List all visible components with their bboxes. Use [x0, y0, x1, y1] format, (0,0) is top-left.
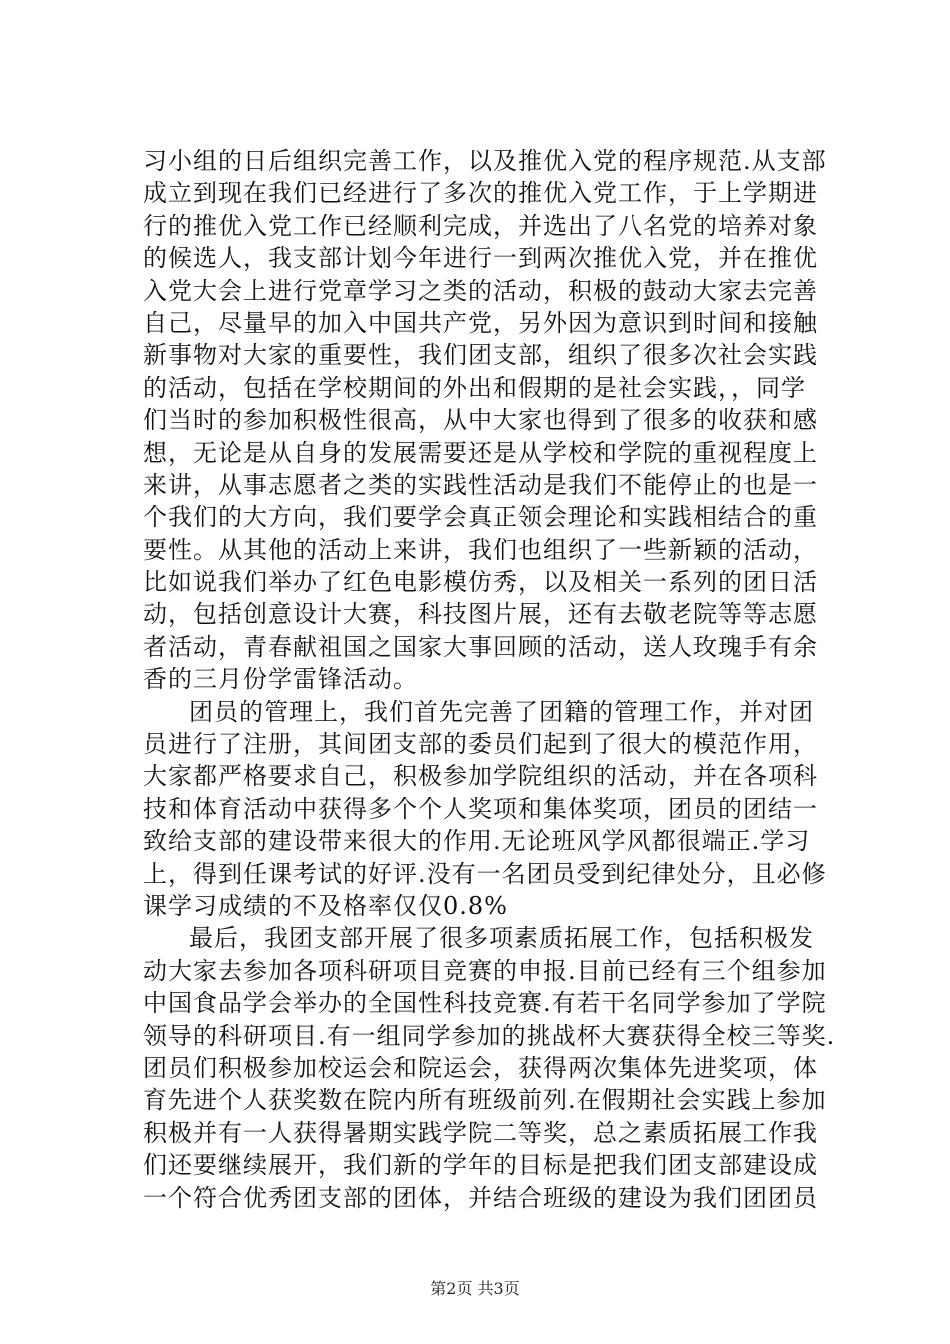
text-line: 中国食品学会举办的全国性科技竞赛.有若干名同学参加了学院 — [143, 989, 827, 1018]
text-line: 入党大会上进行党章学习之类的活动，积极的鼓动大家去完善 — [143, 276, 818, 305]
text-line: 行的推优入党工作已经顺利完成，并选出了八名党的培养对象 — [143, 211, 818, 240]
text-line: 一个符合优秀团支部的团体，并结合班级的建设为我们团团员 — [143, 1183, 818, 1212]
paragraph-start-line: 团员的管理上，我们首先完善了团籍的管理工作，并对团 — [189, 697, 814, 726]
text-line: 比如说我们举办了红色电影模仿秀，以及相关一系列的团日活 — [143, 568, 818, 597]
text-line: 积极并有一人获得暑期实践学院二等奖，总之素质拓展工作我 — [143, 1118, 818, 1147]
text-line: 要性。从其他的活动上来讲，我们也组织了一些新颖的活动， — [143, 535, 818, 564]
paragraph-start-line: 最后，我团支部开展了很多项素质拓展工作，包括积极发 — [189, 924, 814, 953]
text-line: 的候选人，我支部计划今年进行一到两次推优入党，并在推优 — [143, 244, 818, 273]
text-line: 动大家去参加各项科研项目竞赛的申报.目前已经有三个组参加 — [143, 956, 827, 985]
text-line: 自己，尽量早的加入中国共产党，另外因为意识到时间和接触 — [143, 308, 818, 337]
text-line: 上，得到任课考试的好评.没有一名团员受到纪律处分，且必修 — [143, 859, 827, 888]
text-line: 领导的科研项目.有一组同学参加的挑战杯大赛获得全校三等奖. — [143, 1021, 836, 1050]
text-line: 香的三月份学雷锋活动。 — [143, 665, 418, 694]
text-line: 习小组的日后组织完善工作，以及推优入党的程序规范.从支部 — [143, 147, 827, 175]
text-line: 们当时的参加积极性很高，从中大家也得到了很多的收获和感 — [143, 406, 818, 435]
text-line: 团员们积极参加校运会和院运会，获得两次集体先进奖项，体 — [143, 1053, 818, 1082]
text-line: 来讲，从事志愿者之类的实践性活动是我们不能停止的也是一 — [143, 470, 818, 499]
text-line: 育先进个人获奖数在院内所有班级前列.在假期社会实践上参加 — [143, 1086, 827, 1115]
text-line: 技和体育活动中获得多个个人奖项和集体奖项，团员的团结一 — [143, 794, 818, 823]
body-text — [143, 145, 843, 1214]
text-line: 课学习成绩的不及格率仅仅0.8% — [143, 891, 508, 920]
text-line: 动，包括创意设计大赛，科技图片展，还有去敬老院等等志愿 — [143, 600, 818, 629]
text-line: 致给支部的建设带来很大的作用.无论班风学风都很端正.学习 — [143, 827, 811, 856]
text-line: 想，无论是从自身的发展需要还是从学校和学院的重视程度上 — [143, 438, 818, 467]
text-line: 个我们的大方向，我们要学会真正领会理论和实践相结合的重 — [143, 503, 818, 532]
text-line: 员进行了注册，其间团支部的委员们起到了很大的模范作用， — [143, 730, 818, 759]
text-line: 们还要继续展开，我们新的学年的目标是把我们团支部建设成 — [143, 1151, 818, 1180]
page-number-footer: 第2页 共3页 — [430, 1279, 520, 1298]
text-line: 的活动，包括在学校期间的外出和假期的是社会实践，，同学 — [143, 373, 806, 402]
text-line: 成立到现在我们已经进行了多次的推优入党工作，于上学期进 — [143, 179, 818, 208]
text-line: 大家都严格要求自己，积极参加学院组织的活动，并在各项科 — [143, 762, 818, 791]
text-line: 新事物对大家的重要性，我们团支部，组织了很多次社会实践 — [143, 341, 818, 370]
text-line: 者活动，青春献祖国之国家大事回顾的活动，送人玫瑰手有余 — [143, 632, 818, 661]
